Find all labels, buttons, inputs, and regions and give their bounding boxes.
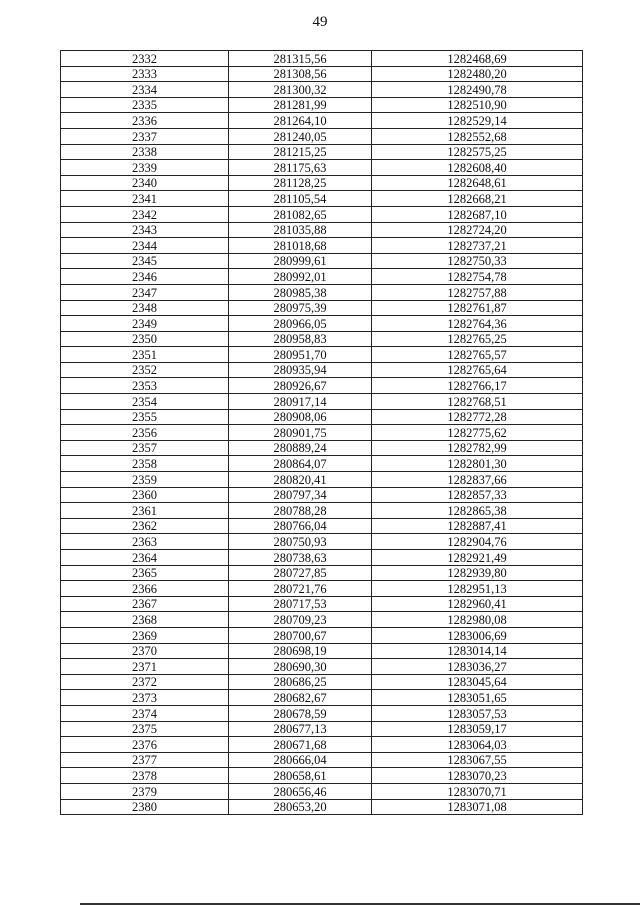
x-coordinate-cell: 280766,04: [229, 518, 372, 534]
y-coordinate-cell: 1283070,23: [372, 768, 583, 784]
y-coordinate-cell: 1282766,17: [372, 378, 583, 394]
x-coordinate-cell: 280864,07: [229, 456, 372, 472]
table-row: [61, 721, 583, 737]
point-number-cell: 2376: [61, 737, 229, 753]
table-row: [61, 300, 583, 316]
table-row: [61, 409, 583, 425]
y-coordinate-cell: 1282772,28: [372, 409, 583, 425]
coordinates-table: [60, 50, 583, 815]
y-coordinate-cell: 1282857,33: [372, 487, 583, 503]
y-coordinate-cell: 1282468,69: [372, 51, 583, 67]
point-number-cell: 2338: [61, 144, 229, 160]
x-coordinate-cell: 280985,38: [229, 284, 372, 300]
table-row: [61, 518, 583, 534]
y-coordinate-cell: 1282687,10: [372, 206, 583, 222]
table-row: [61, 737, 583, 753]
table-row: [61, 331, 583, 347]
y-coordinate-cell: 1282904,76: [372, 534, 583, 550]
x-coordinate-cell: 280992,01: [229, 269, 372, 285]
table-row: [61, 238, 583, 254]
point-number-cell: 2369: [61, 627, 229, 643]
table-row: [61, 347, 583, 363]
y-coordinate-cell: 1282765,25: [372, 331, 583, 347]
y-coordinate-cell: 1282865,38: [372, 503, 583, 519]
x-coordinate-cell: 281215,25: [229, 144, 372, 160]
y-coordinate-cell: 1282480,20: [372, 66, 583, 82]
page-number: 49: [312, 14, 328, 30]
point-number-cell: 2373: [61, 690, 229, 706]
point-number-cell: 2343: [61, 222, 229, 238]
table-row: [61, 253, 583, 269]
x-coordinate-cell: 281240,05: [229, 128, 372, 144]
table-row: [61, 783, 583, 799]
x-coordinate-cell: 280889,24: [229, 440, 372, 456]
point-number-cell: 2377: [61, 752, 229, 768]
table-row: [61, 316, 583, 332]
y-coordinate-cell: 1282837,66: [372, 472, 583, 488]
y-coordinate-cell: 1282608,40: [372, 160, 583, 176]
y-coordinate-cell: 1282768,51: [372, 394, 583, 410]
table-row: [61, 674, 583, 690]
point-number-cell: 2357: [61, 440, 229, 456]
point-number-cell: 2364: [61, 550, 229, 566]
point-number-cell: 2362: [61, 518, 229, 534]
y-coordinate-cell: 1282750,33: [372, 253, 583, 269]
point-number-cell: 2370: [61, 643, 229, 659]
table-row: [61, 66, 583, 82]
table-row: [61, 362, 583, 378]
point-number-cell: 2379: [61, 783, 229, 799]
table-row: [61, 534, 583, 550]
y-coordinate-cell: 1283071,08: [372, 799, 583, 815]
x-coordinate-cell: 280698,19: [229, 643, 372, 659]
x-coordinate-cell: 280727,85: [229, 565, 372, 581]
y-coordinate-cell: 1282764,36: [372, 316, 583, 332]
point-number-cell: 2342: [61, 206, 229, 222]
x-coordinate-cell: 280901,75: [229, 425, 372, 441]
y-coordinate-cell: 1282960,41: [372, 596, 583, 612]
table-row: [61, 768, 583, 784]
point-number-cell: 2352: [61, 362, 229, 378]
table-row: [61, 690, 583, 706]
point-number-cell: 2374: [61, 705, 229, 721]
x-coordinate-cell: 280690,30: [229, 659, 372, 675]
x-coordinate-cell: 280653,20: [229, 799, 372, 815]
y-coordinate-cell: 1282761,87: [372, 300, 583, 316]
table-row: [61, 487, 583, 503]
point-number-cell: 2354: [61, 394, 229, 410]
table-row: [61, 503, 583, 519]
point-number-cell: 2360: [61, 487, 229, 503]
y-coordinate-cell: 1282648,61: [372, 175, 583, 191]
y-coordinate-cell: 1283064,03: [372, 737, 583, 753]
y-coordinate-cell: 1282801,30: [372, 456, 583, 472]
point-number-cell: 2365: [61, 565, 229, 581]
table-row: [61, 440, 583, 456]
x-coordinate-cell: 280738,63: [229, 550, 372, 566]
table-row: [61, 565, 583, 581]
x-coordinate-cell: 280717,53: [229, 596, 372, 612]
y-coordinate-cell: 1283070,71: [372, 783, 583, 799]
table-row: [61, 206, 583, 222]
table-row: [61, 799, 583, 815]
table-row: [61, 643, 583, 659]
point-number-cell: 2341: [61, 191, 229, 207]
table-row: [61, 128, 583, 144]
x-coordinate-cell: 280666,04: [229, 752, 372, 768]
x-coordinate-cell: 280917,14: [229, 394, 372, 410]
x-coordinate-cell: 280700,67: [229, 627, 372, 643]
x-coordinate-cell: 280999,61: [229, 253, 372, 269]
table-row: [61, 550, 583, 566]
point-number-cell: 2351: [61, 347, 229, 363]
x-coordinate-cell: 280686,25: [229, 674, 372, 690]
x-coordinate-cell: 281175,63: [229, 160, 372, 176]
x-coordinate-cell: 280935,94: [229, 362, 372, 378]
point-number-cell: 2340: [61, 175, 229, 191]
point-number-cell: 2359: [61, 472, 229, 488]
x-coordinate-cell: 280721,76: [229, 581, 372, 597]
point-number-cell: 2334: [61, 82, 229, 98]
x-coordinate-cell: 280678,59: [229, 705, 372, 721]
y-coordinate-cell: 1282754,78: [372, 269, 583, 285]
point-number-cell: 2358: [61, 456, 229, 472]
y-coordinate-cell: 1282775,62: [372, 425, 583, 441]
x-coordinate-cell: 281128,25: [229, 175, 372, 191]
table-row: [61, 222, 583, 238]
x-coordinate-cell: 281308,56: [229, 66, 372, 82]
table-row: [61, 160, 583, 176]
x-coordinate-cell: 280788,28: [229, 503, 372, 519]
y-coordinate-cell: 1283059,17: [372, 721, 583, 737]
point-number-cell: 2353: [61, 378, 229, 394]
y-coordinate-cell: 1282575,25: [372, 144, 583, 160]
x-coordinate-cell: 280908,06: [229, 409, 372, 425]
point-number-cell: 2350: [61, 331, 229, 347]
y-coordinate-cell: 1282510,90: [372, 97, 583, 113]
x-coordinate-cell: 280709,23: [229, 612, 372, 628]
x-coordinate-cell: 281082,65: [229, 206, 372, 222]
point-number-cell: 2355: [61, 409, 229, 425]
y-coordinate-cell: 1282765,57: [372, 347, 583, 363]
x-coordinate-cell: 280926,67: [229, 378, 372, 394]
x-coordinate-cell: 280951,70: [229, 347, 372, 363]
table-row: [61, 144, 583, 160]
point-number-cell: 2335: [61, 97, 229, 113]
point-number-cell: 2339: [61, 160, 229, 176]
point-number-cell: 2348: [61, 300, 229, 316]
x-coordinate-cell: 280658,61: [229, 768, 372, 784]
point-number-cell: 2367: [61, 596, 229, 612]
point-number-cell: 2361: [61, 503, 229, 519]
y-coordinate-cell: 1283045,64: [372, 674, 583, 690]
table-row: [61, 97, 583, 113]
y-coordinate-cell: 1282668,21: [372, 191, 583, 207]
table-row: [61, 113, 583, 129]
x-coordinate-cell: 280958,83: [229, 331, 372, 347]
table-row: [61, 378, 583, 394]
y-coordinate-cell: 1282737,21: [372, 238, 583, 254]
x-coordinate-cell: 281300,32: [229, 82, 372, 98]
point-number-cell: 2363: [61, 534, 229, 550]
y-coordinate-cell: 1283036,27: [372, 659, 583, 675]
y-coordinate-cell: 1282939,80: [372, 565, 583, 581]
y-coordinate-cell: 1283051,65: [372, 690, 583, 706]
x-coordinate-cell: 280682,67: [229, 690, 372, 706]
x-coordinate-cell: 280656,46: [229, 783, 372, 799]
table-row: [61, 456, 583, 472]
y-coordinate-cell: 1282782,99: [372, 440, 583, 456]
y-coordinate-cell: 1282887,41: [372, 518, 583, 534]
point-number-cell: 2347: [61, 284, 229, 300]
point-number-cell: 2356: [61, 425, 229, 441]
point-number-cell: 2346: [61, 269, 229, 285]
x-coordinate-cell: 281264,10: [229, 113, 372, 129]
table-row: [61, 51, 583, 67]
coordinates-table-body: [61, 51, 583, 815]
table-row: [61, 191, 583, 207]
table-row: [61, 705, 583, 721]
y-coordinate-cell: 1283057,53: [372, 705, 583, 721]
table-row: [61, 581, 583, 597]
y-coordinate-cell: 1282980,08: [372, 612, 583, 628]
y-coordinate-cell: 1282765,64: [372, 362, 583, 378]
table-row: [61, 659, 583, 675]
table-row: [61, 627, 583, 643]
y-coordinate-cell: 1282724,20: [372, 222, 583, 238]
x-coordinate-cell: 280671,68: [229, 737, 372, 753]
table-row: [61, 612, 583, 628]
point-number-cell: 2333: [61, 66, 229, 82]
x-coordinate-cell: 281035,88: [229, 222, 372, 238]
y-coordinate-cell: 1282921,49: [372, 550, 583, 566]
y-coordinate-cell: 1283067,55: [372, 752, 583, 768]
table-row: [61, 284, 583, 300]
point-number-cell: 2366: [61, 581, 229, 597]
y-coordinate-cell: 1282951,13: [372, 581, 583, 597]
y-coordinate-cell: 1283006,69: [372, 627, 583, 643]
x-coordinate-cell: 280677,13: [229, 721, 372, 737]
y-coordinate-cell: 1283014,14: [372, 643, 583, 659]
table-row: [61, 472, 583, 488]
table-row: [61, 82, 583, 98]
x-coordinate-cell: 280975,39: [229, 300, 372, 316]
table-row: [61, 596, 583, 612]
table-row: [61, 269, 583, 285]
x-coordinate-cell: 280820,41: [229, 472, 372, 488]
point-number-cell: 2368: [61, 612, 229, 628]
point-number-cell: 2344: [61, 238, 229, 254]
point-number-cell: 2337: [61, 128, 229, 144]
point-number-cell: 2336: [61, 113, 229, 129]
y-coordinate-cell: 1282529,14: [372, 113, 583, 129]
x-coordinate-cell: 281018,68: [229, 238, 372, 254]
point-number-cell: 2372: [61, 674, 229, 690]
point-number-cell: 2378: [61, 768, 229, 784]
point-number-cell: 2345: [61, 253, 229, 269]
x-coordinate-cell: 280750,93: [229, 534, 372, 550]
x-coordinate-cell: 281105,54: [229, 191, 372, 207]
point-number-cell: 2375: [61, 721, 229, 737]
table-row: [61, 175, 583, 191]
table-row: [61, 425, 583, 441]
x-coordinate-cell: 280966,05: [229, 316, 372, 332]
y-coordinate-cell: 1282490,78: [372, 82, 583, 98]
point-number-cell: 2380: [61, 799, 229, 815]
point-number-cell: 2349: [61, 316, 229, 332]
point-number-cell: 2332: [61, 51, 229, 67]
x-coordinate-cell: 281315,56: [229, 51, 372, 67]
table-row: [61, 752, 583, 768]
table-row: [61, 394, 583, 410]
x-coordinate-cell: 280797,34: [229, 487, 372, 503]
y-coordinate-cell: 1282552,68: [372, 128, 583, 144]
y-coordinate-cell: 1282757,88: [372, 284, 583, 300]
x-coordinate-cell: 281281,99: [229, 97, 372, 113]
point-number-cell: 2371: [61, 659, 229, 675]
